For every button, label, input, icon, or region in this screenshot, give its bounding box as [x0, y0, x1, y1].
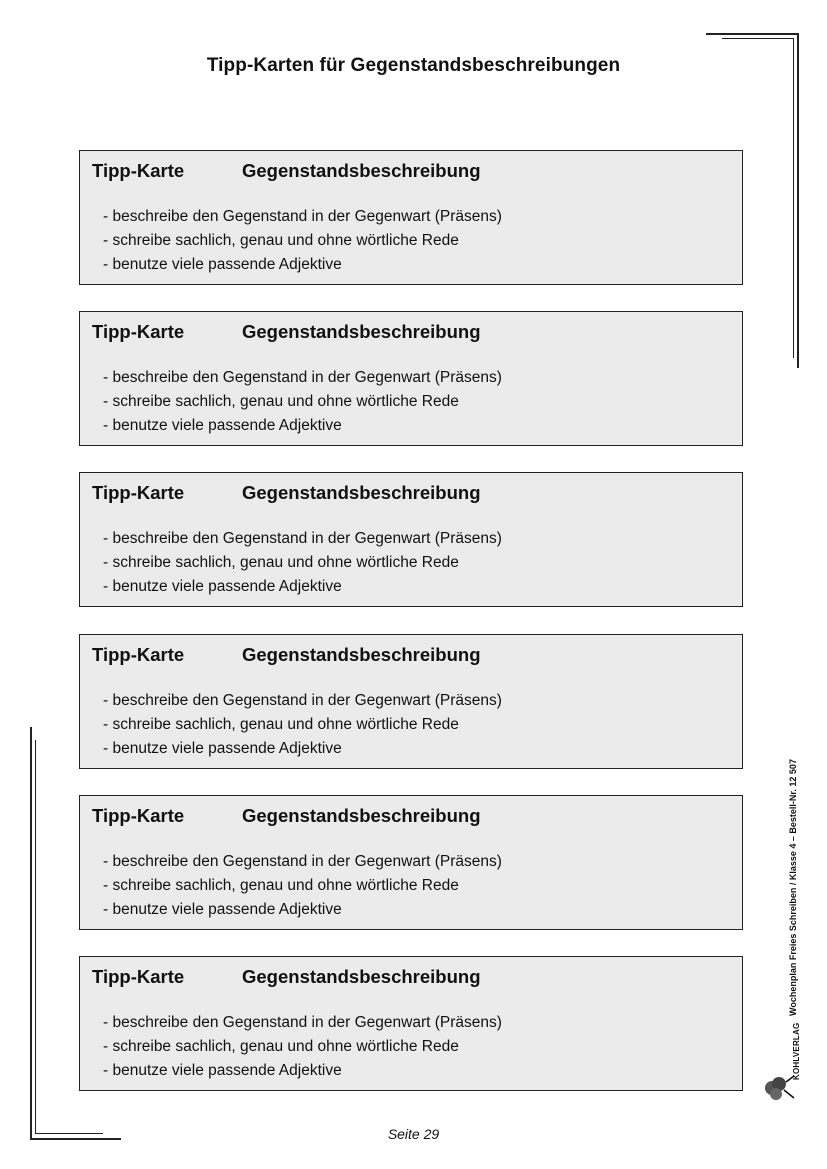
page-title: Tipp-Karten für Gegenstandsbeschreibungen [206, 55, 621, 76]
card-header [92, 160, 481, 182]
card-heading: Gegenstandsbeschreibung [242, 482, 481, 503]
card-label: Tipp-Karte [92, 321, 185, 342]
card-tips [103, 689, 502, 761]
tip-line: - schreibe sachlich, genau und ohne wörtliche Rede [103, 1038, 459, 1055]
card-heading: Gegenstandsbeschreibung [242, 160, 481, 181]
card-heading: Gegenstandsbeschreibung [242, 644, 481, 665]
card-tips [103, 850, 502, 922]
tip-line: - benutze viele passende Adjektive [103, 417, 342, 434]
card-header [92, 482, 481, 504]
tip-card [79, 311, 743, 446]
card-tips [103, 205, 502, 277]
frame-left-line-outer [30, 727, 32, 1139]
tip-line: - schreibe sachlich, genau und ohne wörtliche Rede [103, 554, 459, 571]
tip-line: - benutze viele passende Adjektive [103, 901, 342, 918]
tip-line: - beschreibe den Gegenstand in der Gegenwart (Präsens) [103, 369, 502, 386]
tip-line: - benutze viele passende Adjektive [103, 1062, 342, 1079]
card-header [92, 644, 481, 666]
card-tips [103, 1011, 502, 1083]
card-label: Tipp-Karte [92, 160, 185, 181]
tip-line: - schreibe sachlich, genau und ohne wörtliche Rede [103, 393, 459, 410]
tip-line: - beschreibe den Gegenstand in der Gegenwart (Präsens) [103, 1014, 502, 1031]
publication-info: Wochenplan Freies Schreiben / Klasse 4 – Bestell-Nr. 12 507 [788, 759, 798, 1016]
tip-card [79, 795, 743, 930]
tip-card [79, 956, 743, 1091]
tip-card [79, 634, 743, 769]
frame-top-line-outer [706, 33, 798, 35]
frame-right-line-outer [797, 33, 799, 368]
tip-line: - benutze viele passende Adjektive [103, 578, 342, 595]
tip-line: - benutze viele passende Adjektive [103, 740, 342, 757]
tip-card [79, 150, 743, 285]
tip-line: - schreibe sachlich, genau und ohne wörtliche Rede [103, 877, 459, 894]
frame-top-line-inner [722, 38, 794, 39]
tip-line: - schreibe sachlich, genau und ohne wörtliche Rede [103, 232, 459, 249]
tip-line: - schreibe sachlich, genau und ohne wörtliche Rede [103, 716, 459, 733]
card-header [92, 966, 481, 988]
card-label: Tipp-Karte [92, 966, 185, 987]
tip-line: - beschreibe den Gegenstand in der Gegenwart (Präsens) [103, 530, 502, 547]
page-number: Seite 29 [387, 1126, 440, 1142]
card-heading: Gegenstandsbeschreibung [242, 805, 481, 826]
tip-line: - beschreibe den Gegenstand in der Gegenwart (Präsens) [103, 853, 502, 870]
card-heading: Gegenstandsbeschreibung [242, 321, 481, 342]
card-tips [103, 366, 502, 438]
card-label: Tipp-Karte [92, 805, 185, 826]
card-tips [103, 527, 502, 599]
tip-card [79, 472, 743, 607]
publisher-logo-text: KOHLVERLAG [792, 1022, 801, 1080]
tip-line: - beschreibe den Gegenstand in der Gegenwart (Präsens) [103, 208, 502, 225]
publisher-logo-icon [762, 1072, 796, 1106]
card-header [92, 805, 481, 827]
tip-line: - beschreibe den Gegenstand in der Gegenwart (Präsens) [103, 692, 502, 709]
card-label: Tipp-Karte [92, 482, 185, 503]
card-header [92, 321, 481, 343]
card-heading: Gegenstandsbeschreibung [242, 966, 481, 987]
tip-line: - benutze viele passende Adjektive [103, 256, 342, 273]
frame-right-line-inner [793, 38, 794, 358]
frame-left-line-inner [35, 740, 36, 1134]
card-label: Tipp-Karte [92, 644, 185, 665]
